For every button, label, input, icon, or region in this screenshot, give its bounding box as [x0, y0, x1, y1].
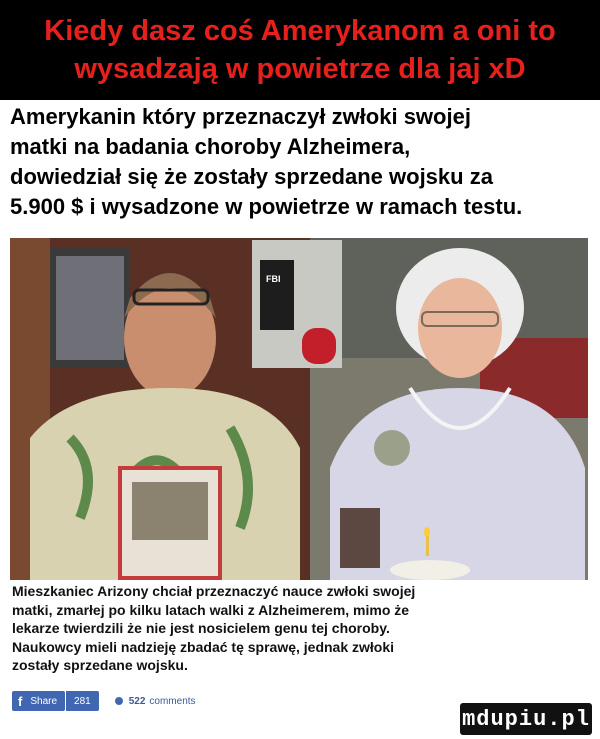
comment-bubble-icon: [115, 697, 123, 705]
share-bar: [12, 688, 196, 714]
share-label: Share: [30, 695, 58, 707]
headline-line: Amerykanin który przeznaczył zwłoki swojej: [10, 104, 471, 129]
watermark-text: mdupiu.pl: [462, 706, 590, 732]
comments-count: 522: [128, 695, 146, 707]
headline-line: matki na badania choroby Alzheimera,: [10, 134, 411, 159]
share-count: 281: [65, 691, 99, 711]
caption-line: Naukowcy mieli nadzieję zbadać tę sprawę, jednak zwłoki: [12, 638, 395, 655]
top-banner: [0, 0, 600, 100]
caption-line: lekarze twierdzili że nie jest nosicielem genu tej choroby.: [12, 620, 390, 636]
banner-line-2: wysadzają w powietrze dla jaj xD: [74, 53, 526, 85]
comments-label: comments: [149, 695, 196, 707]
photo-caption: [12, 582, 592, 675]
banner-line-1: Kiedy dasz coś Amerykanom a oni to: [44, 15, 556, 47]
comments-link[interactable]: [115, 696, 196, 707]
caption-line: zostały sprzedane wojsku.: [12, 657, 188, 673]
news-photo: [10, 238, 588, 580]
fbi-text: FBI: [266, 274, 281, 284]
site-watermark: [460, 703, 592, 735]
caption-line: matki, zmarłej po kilku latach walki z Alzheimerem, mimo że: [12, 601, 410, 618]
headline-line: 5.900 $ i wysadzone w powietrze w ramach testu.: [10, 194, 523, 219]
photo-illustration: [10, 238, 588, 580]
headline-line: dowiedział się że zostały sprzedane wojsku za: [10, 164, 493, 189]
caption-line: Mieszkaniec Arizony chciał przeznaczyć nauce zwłoki swojej: [12, 583, 416, 599]
headline: [10, 102, 600, 222]
facebook-icon: f: [18, 693, 23, 709]
facebook-share-button[interactable]: [12, 691, 65, 711]
